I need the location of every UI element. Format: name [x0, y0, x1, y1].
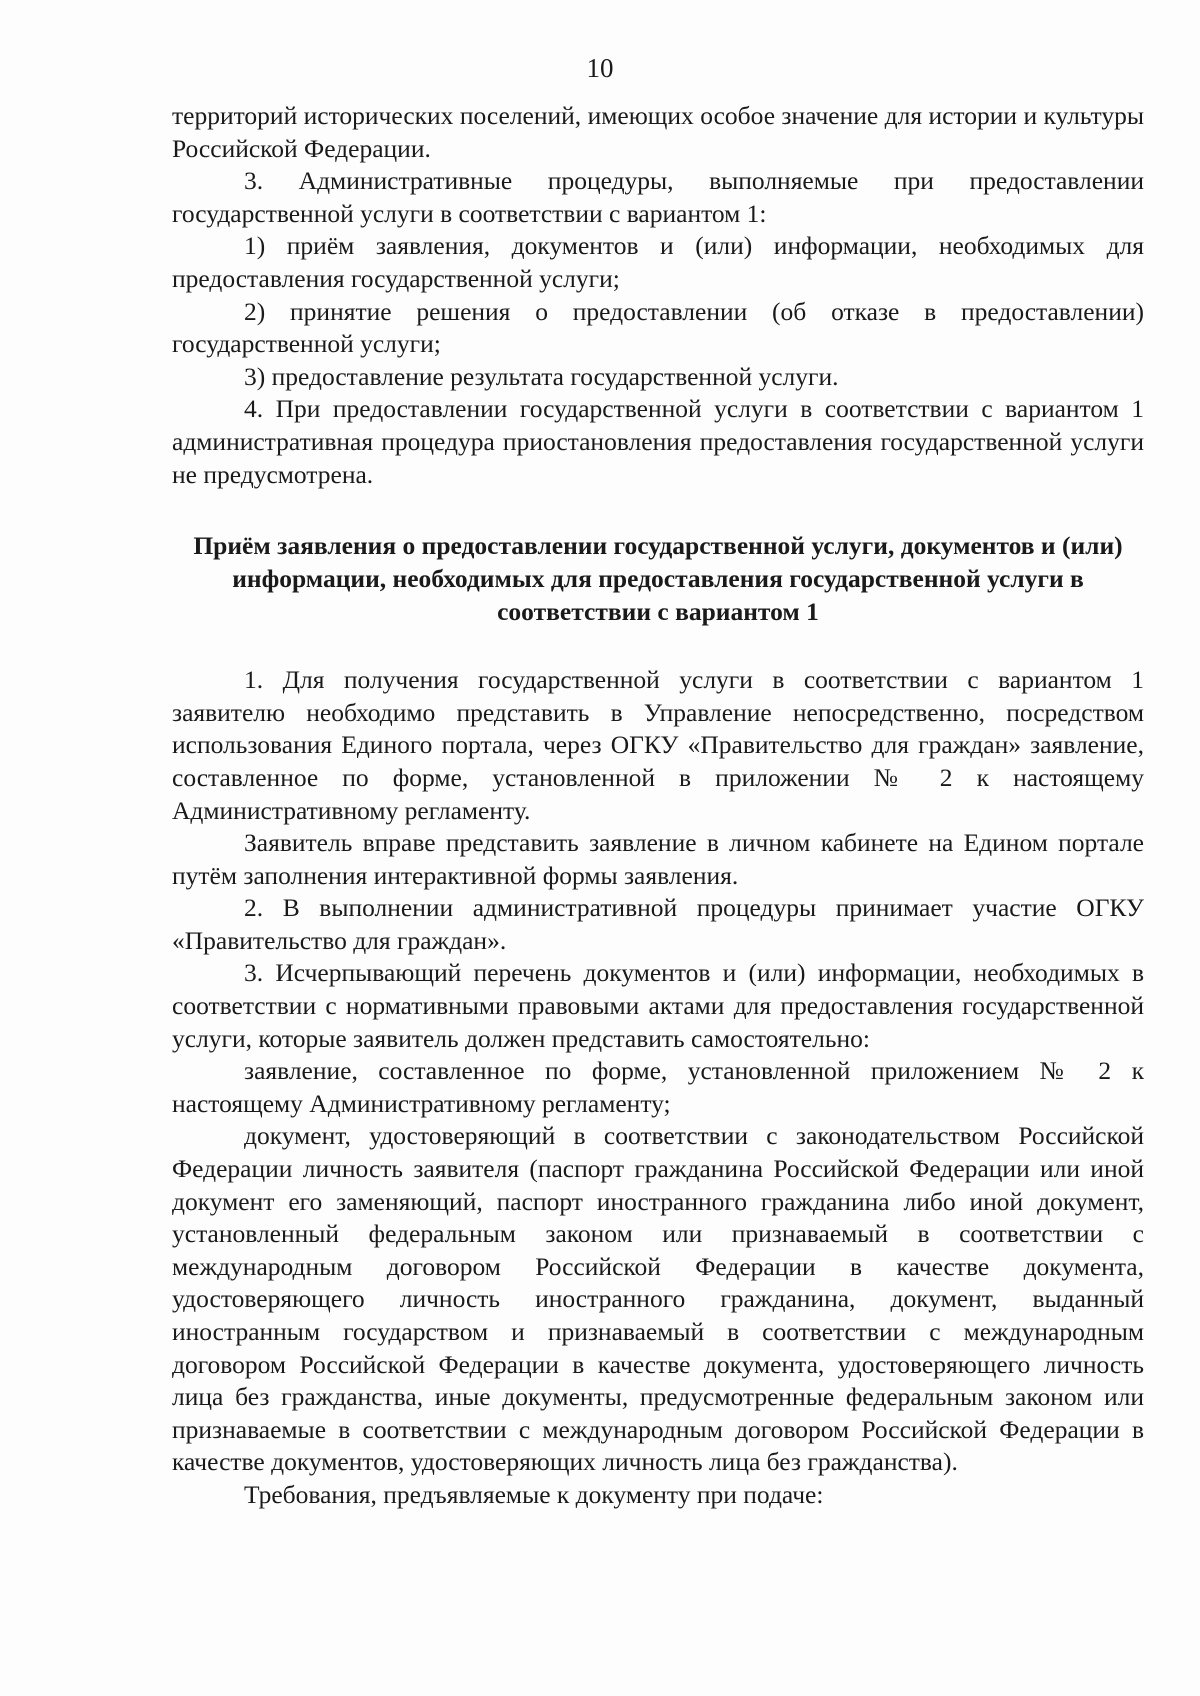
page-number: 10	[586, 53, 614, 83]
paragraph-subitem-2: 2) принятие решения о предоставлении (об отказе в предоставлении) государственной услуги;	[172, 296, 1144, 359]
section-heading: Приём заявления о предоставлении государственной услуги, документов и (или) информации, необходимых для предоставления государственной услуги в соответствии с вариантом 1	[193, 531, 1123, 627]
section-paragraph-1: 1. Для получения государственной услуги в соответствии с вариантом 1 заявителю необходимо представить в Управление непосредственно, посредством использования Единого портала, через ОГКУ «Правительство для граждан» заявление, составленное по форме, установленной в приложении № 2 к настоящему Административному регламенту.	[172, 665, 1144, 825]
paragraph-subitem-3: 3) предоставление результата государственной услуги.	[244, 361, 839, 391]
paragraph-subitem-1: 1) приём заявления, документов и (или) информации, необходимых для предоставления государственной услуги;	[172, 231, 1144, 293]
section-paragraph-application: заявление, составленное по форме, установленной приложением № 2 к настоящему Административному регламенту;	[172, 1056, 1144, 1118]
spacer	[172, 628, 1144, 664]
spacer	[172, 491, 1144, 529]
paragraph-continuation: территорий исторических поселений, имеющих особое значение для истории и культуры Российской Федерации.	[172, 101, 1144, 163]
paragraph-item-4: 4. При предоставлении государственной услуги в соответствии с вариантом 1 административная процедура приостановления предоставления государственной услуги не предусмотрена.	[172, 394, 1144, 489]
document-body	[172, 100, 1144, 1512]
section-paragraph-portal: Заявитель вправе представить заявление в личном кабинете на Едином портале путём заполнения интерактивной формы заявления.	[172, 828, 1144, 890]
section-paragraph-identity-document: документ, удостоверяющий в соответствии с законодательством Российской Федерации личность заявителя (паспорт гражданина Российской Федерации или иной документ его заменяющий, паспорт иностранного гражданина либо иной документ, установленный федеральным законом или признаваемый в соответствии с международным договором Российской Федерации в качестве документа, удостоверяющего личность иностранного гражданина, документ, выданный иностранным государством и признаваемый в соответствии с международным договором Российской Федерации в качестве документа, удостоверяющего личность лица без гражданства, иные документы, предусмотренные федеральным законом или признаваемые в соответствии с международным договором Российской Федерации в качестве документов, удостоверяющих личность лица без гражданства).	[172, 1121, 1144, 1477]
section-paragraph-requirements: Требования, предъявляемые к документу при подаче:	[244, 1479, 824, 1509]
section-paragraph-3: 3. Исчерпывающий перечень документов и (или) информации, необходимых в соответствии с нормативными правовыми актами для предоставления государственной услуги, которые заявитель должен представить самостоятельно:	[172, 958, 1144, 1053]
section-paragraph-2: 2. В выполнении административной процедуры принимает участие ОГКУ «Правительство для граждан».	[172, 893, 1144, 955]
paragraph-item-3: 3. Административные процедуры, выполняемые при предоставлении государственной услуги в соответствии с вариантом 1:	[172, 166, 1144, 228]
